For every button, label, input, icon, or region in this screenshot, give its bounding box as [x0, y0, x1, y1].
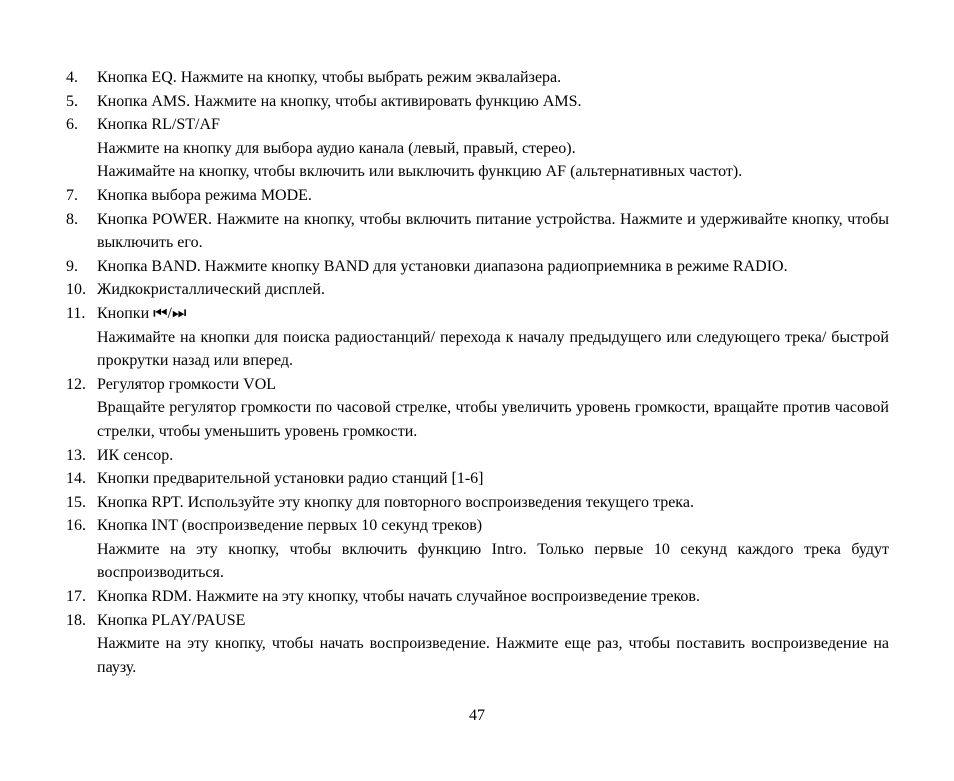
item-text: Регулятор громкости VOL	[97, 375, 277, 393]
list-item	[66, 90, 889, 114]
item-text: Кнопка RL/ST/AF	[97, 116, 220, 134]
list-item	[66, 66, 889, 90]
item-number: 15.	[66, 493, 86, 511]
item-text: Нажимайте на кнопки для поиска радиостанций/ перехода к началу предыдущего или следующего трека/ быстрой прокрутки назад или вперед.	[97, 328, 889, 370]
item-number: 11.	[66, 304, 86, 322]
list-item	[66, 113, 889, 184]
item-number: 13.	[66, 446, 86, 464]
button-description-list	[66, 66, 889, 679]
item-number: 8.	[66, 210, 78, 228]
list-item	[66, 514, 889, 585]
item-text: Кнопки предварительной установки радио станций [1-6]	[97, 470, 484, 488]
item-text: Нажмите на эту кнопку, чтобы включить функцию Intro. Только первые 10 секунд каждого трека будут воспроизводиться.	[97, 540, 889, 582]
list-item	[66, 184, 889, 208]
item-text: Жидкокристаллический дисплей.	[97, 281, 325, 299]
item-text: ИК сенсор.	[97, 446, 174, 464]
item-number: 16.	[66, 517, 86, 535]
item-text: Кнопки ⏮/⏭	[97, 304, 187, 322]
list-item	[66, 585, 889, 609]
list-item	[66, 491, 889, 515]
item-number: 4.	[66, 69, 78, 86]
list-item	[66, 467, 889, 491]
list-item	[66, 278, 889, 302]
item-text: Нажимайте на кнопку, чтобы включить или выключить функцию AF (альтернативных частот).	[97, 163, 743, 181]
item-text: Кнопка AMS. Нажмите на кнопку, чтобы активировать функцию AMS.	[97, 92, 582, 110]
item-number: 7.	[66, 186, 78, 204]
item-text: Нажмите на кнопку для выбора аудио канала (левый, правый, стерео).	[97, 139, 576, 157]
item-text: Кнопка PLAY/PAUSE	[97, 611, 246, 629]
item-text: Кнопка RPT. Используйте эту кнопку для повторного воспроизведения текущего трека.	[97, 493, 694, 511]
list-item	[66, 444, 889, 468]
item-number: 12.	[66, 375, 86, 393]
item-text: Кнопка POWER. Нажмите на кнопку, чтобы включить питание устройства. Нажмите и удерживайте кнопку, чтобы выключить его.	[97, 210, 889, 252]
item-number: 5.	[66, 92, 78, 110]
item-text: Кнопка RDM. Нажмите на эту кнопку, чтобы начать случайное воспроизведение треков.	[97, 588, 700, 606]
item-text: Кнопка BAND. Нажмите кнопку BAND для установки диапазона радиоприемника в режиме RADIO.	[97, 257, 788, 275]
item-number: 6.	[66, 116, 78, 134]
item-number: 10.	[66, 281, 86, 299]
list-item	[66, 609, 889, 680]
item-number: 14.	[66, 470, 86, 488]
list-item	[66, 208, 889, 255]
item-number: 17.	[66, 588, 86, 606]
item-number: 9.	[66, 257, 78, 275]
list-item	[66, 255, 889, 279]
item-text: Вращайте регулятор громкости по часовой стрелке, чтобы увеличить уровень громкости, вращайте против часовой стрелки, чтобы уменьшить уровень громкости.	[97, 399, 889, 440]
item-number: 18.	[66, 611, 86, 629]
page-number: 47	[469, 707, 485, 724]
item-text: Кнопка EQ. Нажмите на кнопку, чтобы выбрать режим эквалайзера.	[97, 69, 562, 86]
item-text: Нажмите на эту кнопку, чтобы начать воспроизведение. Нажмите еще раз, чтобы поставить воспроизведение на паузу.	[97, 635, 889, 676]
list-item	[66, 302, 889, 373]
item-text: Кнопка выбора режима MODE.	[97, 186, 312, 204]
item-text: Кнопка INT (воспроизведение первых 10 секунд треков)	[97, 517, 483, 535]
list-item	[66, 373, 889, 444]
